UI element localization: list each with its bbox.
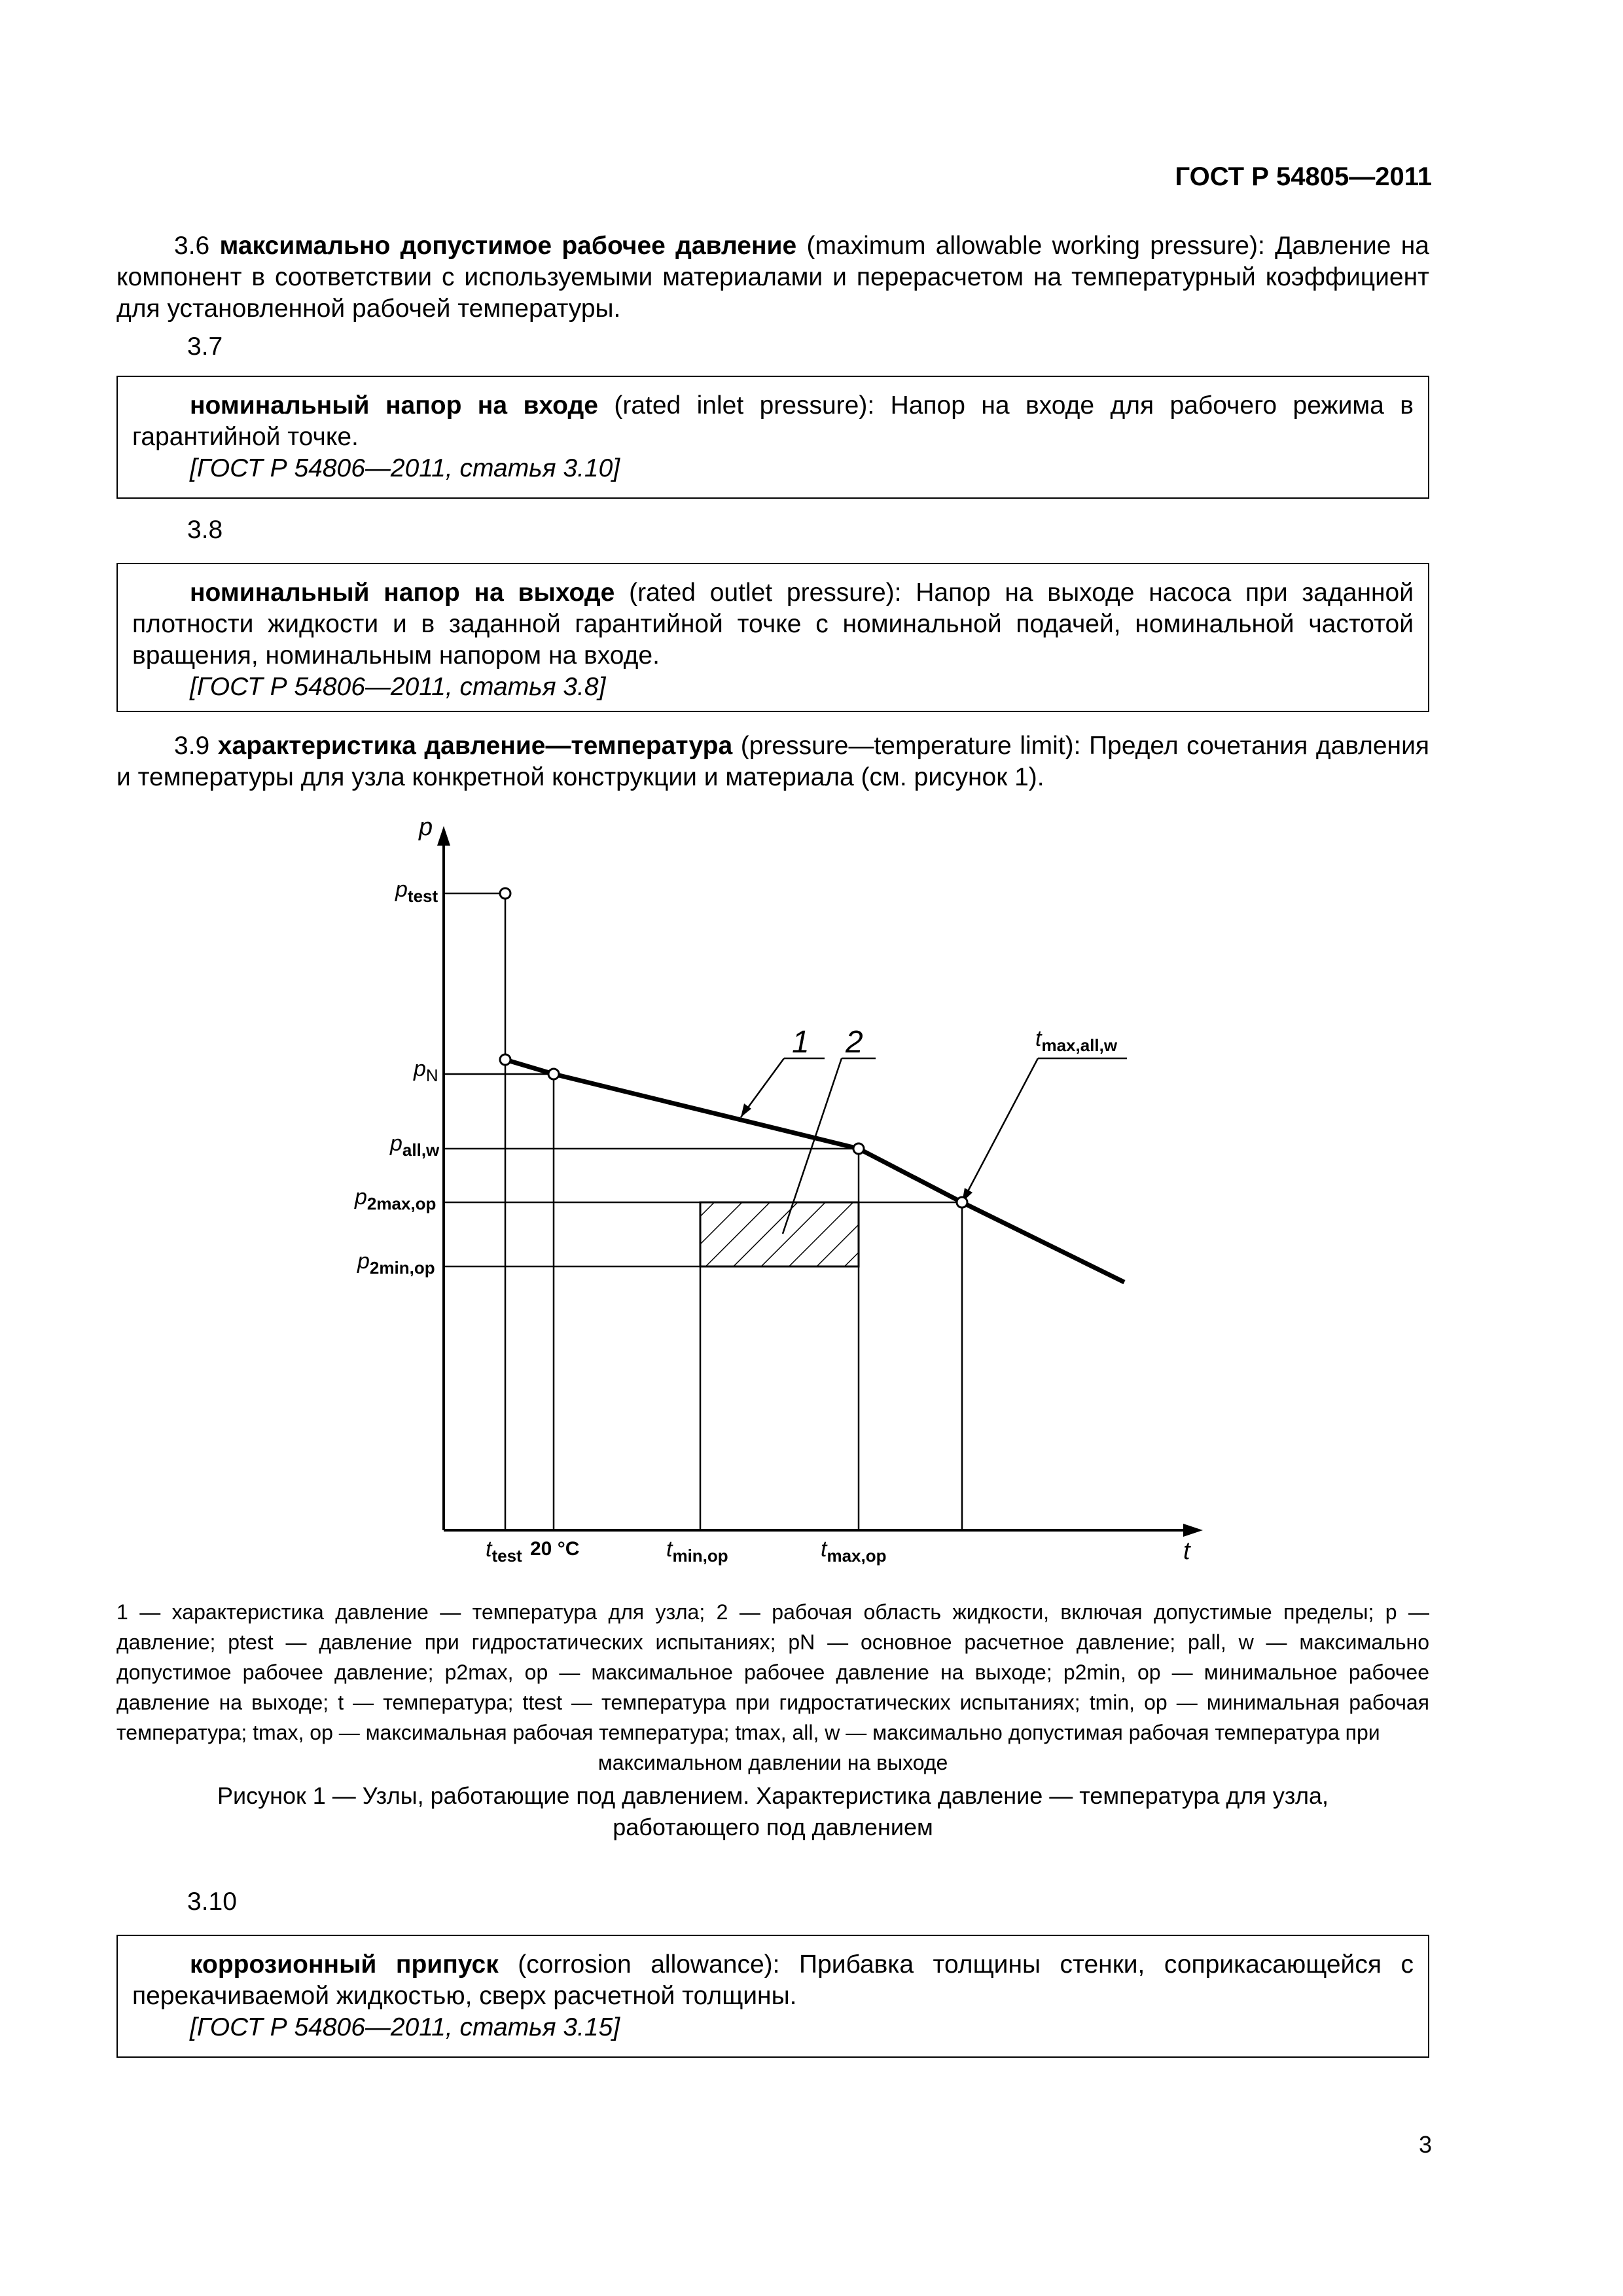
label-t-min: $t_{min,op}$: [666, 1537, 728, 1566]
definition: Предел сочетания давления и температуры для узла конкретной конструкции и материала (см. рисунок 1).: [116, 732, 1429, 791]
label-t-max: $t_{max,op}$: [821, 1537, 887, 1566]
term-english: (maximum allowable working pressure):: [806, 232, 1265, 260]
reference: [ГОСТ Р 54806—2011, статья 3.10]: [190, 454, 620, 482]
definition: Прибавка толщины стенки, соприкасающейся с перекачиваемой жидкостью, сверх расчетной толщины.: [132, 1950, 1414, 2010]
label-p-all-w: $p_{all,w}$: [390, 1131, 440, 1160]
section-number: 3.6: [174, 232, 210, 260]
label-t-test: $t_{test}$: [486, 1537, 522, 1566]
term: характеристика давление—температура: [217, 732, 733, 760]
tmax-leader: [962, 1058, 1038, 1202]
definition-box-3-10: [116, 1935, 1429, 2058]
p-test-marker: [500, 888, 510, 899]
term-english: (corrosion allowance):: [518, 1950, 780, 1979]
y-axis-arrow: [437, 826, 450, 846]
figure-caption: [116, 1780, 1429, 1843]
term: номинальный напор на выходе: [190, 579, 615, 607]
label-p-2min: $p_{2min,op}$: [357, 1249, 435, 1278]
document-header: ГОСТ Р 54805—2011: [1175, 162, 1432, 191]
caption-line-2: работающего под давлением: [613, 1814, 933, 1840]
legend-text: 1 — характеристика давление — температура для узла; 2 — рабочая область жидкости, включая допустимые пределы; p — давление; ptest — давление при гидростатических испытаниях; pN — основное расчетное давление; pall, w — максимально допустимое рабочее давление; p2max, op — максимальное рабочее давление на выходе; p2min, op — минимальное рабочее давление на выходе; t — температура; ttest — температура при гидростатических испытаниях; tmin, op — минимальная рабочая температура; tmax, op — максимальная рабочая температура; tmax, all, w — максимально допустимая рабочая температура при: [116, 1600, 1430, 1744]
label-t-max-all-w: $t_{max,all,w}$: [1035, 1026, 1118, 1055]
callout-1: 1: [792, 1025, 810, 1060]
working-area: [700, 1202, 859, 1266]
x-axis-arrow: [1183, 1524, 1203, 1537]
term-english: (pressure—temperature limit):: [740, 732, 1081, 760]
term: коррозионный припуск: [190, 1950, 499, 1979]
caption-line-1: Рисунок 1 — Узлы, работающие под давлением. Характеристика давление — температура для узла,: [217, 1782, 1329, 1809]
label-20c: 20 °C: [530, 1538, 580, 1560]
definition: Давление на компонент в соответствии с используемыми материалами и перерасчетом на температурный коэффициент для установленной рабочей температуры.: [116, 232, 1429, 323]
term-english: (rated outlet pressure):: [629, 579, 902, 607]
callout-2: 2: [846, 1025, 863, 1060]
section-number-3-10: 3.10: [187, 1888, 237, 1916]
section-number: 3.9: [174, 732, 210, 760]
x-axis-label: t: [1183, 1537, 1190, 1565]
term: номинальный напор на входе: [190, 391, 598, 420]
term-english: (rated inlet pressure):: [614, 391, 875, 420]
term: максимально допустимое рабочее давление: [219, 232, 797, 260]
definition: Напор на выходе насоса при заданной плотности жидкости и в заданной гарантийной точке с номинальной подачей, номинальной частотой вращения, номинальным напором на входе.: [132, 579, 1414, 670]
label-p-2max: $p_{2max,op}$: [355, 1185, 437, 1213]
section-number-3-7: 3.7: [187, 332, 223, 361]
section-number-3-8: 3.8: [187, 516, 223, 544]
label-p-test: $p_{test}$: [395, 877, 438, 906]
legend-last-line: максимальном давлении на выходе: [597, 1751, 948, 1774]
page-number: 3: [1418, 2131, 1432, 2158]
reference: [ГОСТ Р 54806—2011, статья 3.15]: [190, 2013, 620, 2041]
y-axis-label: p: [419, 814, 433, 841]
label-p-N: $p_N$: [414, 1056, 438, 1085]
figure-legend: [116, 1597, 1429, 1778]
reference: [ГОСТ Р 54806—2011, статья 3.8]: [190, 673, 606, 701]
definition: Напор на входе для рабочего режима в гарантийной точке.: [132, 391, 1414, 451]
